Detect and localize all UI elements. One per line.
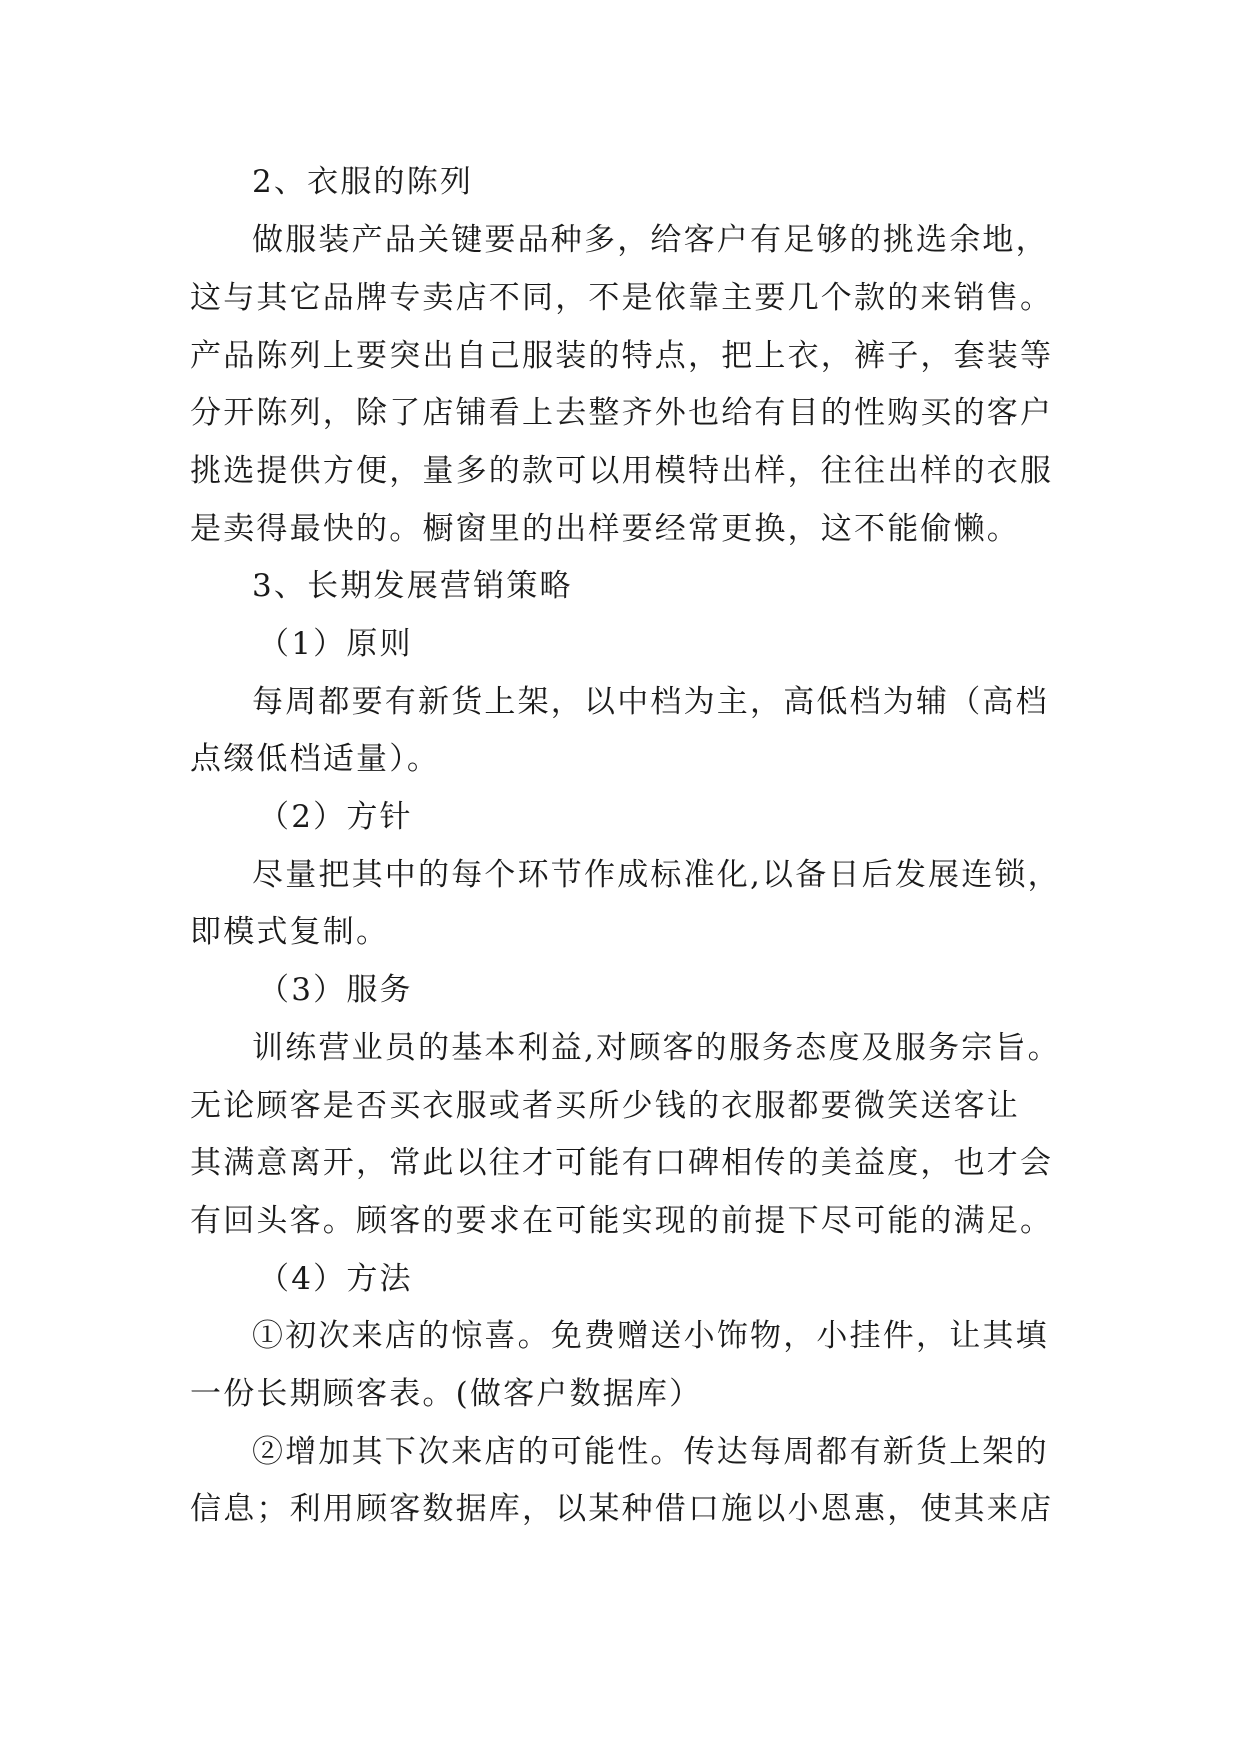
paragraph-line: 这与其它品牌专卖店不同，不是依靠主要几个款的来销售。 bbox=[190, 280, 1054, 316]
subsection-heading: （4）方法 bbox=[258, 1261, 413, 1297]
paragraph-line: 分开陈列，除了店铺看上去整齐外也给有目的性购买的客户 bbox=[190, 395, 1054, 431]
paragraph-line: 有回头客。顾客的要求在可能实现的前提下尽可能的满足。 bbox=[190, 1203, 1054, 1239]
paragraph-line: 即模式复制。 bbox=[190, 914, 390, 950]
paragraph-line: 是卖得最快的。橱窗里的出样要经常更换，这不能偷懒。 bbox=[190, 511, 1020, 547]
paragraph-line: ①初次来店的惊喜。免费赠送小饰物，小挂件，让其填 bbox=[252, 1318, 1049, 1354]
subsection-heading: （1）原则 bbox=[258, 626, 413, 662]
paragraph-line: 尽量把其中的每个环节作成标准化,以备日后发展连锁， bbox=[252, 857, 1061, 893]
paragraph-line: 做服装产品关键要品种多，给客户有足够的挑选余地， bbox=[252, 222, 1049, 258]
paragraph-line: 挑选提供方便，量多的款可以用模特出样，往往出样的衣服 bbox=[190, 453, 1054, 489]
paragraph-line: 产品陈列上要突出自己服装的特点，把上衣，裤子，套装等 bbox=[190, 338, 1054, 374]
paragraph-line: 每周都要有新货上架，以中档为主，高低档为辅（高档 bbox=[252, 684, 1049, 720]
paragraph-line: 其满意离开，常此以往才可能有口碑相传的美益度，也才会 bbox=[190, 1145, 1054, 1181]
paragraph-line: 无论顾客是否买衣服或者买所少钱的衣服都要微笑送客让 bbox=[190, 1088, 1020, 1124]
paragraph-line: 一份长期顾客表。(做客户数据库） bbox=[190, 1376, 703, 1412]
paragraph-line: 训练营业员的基本利益,对顾客的服务态度及服务宗旨。 bbox=[252, 1030, 1061, 1066]
paragraph-line: ②增加其下次来店的可能性。传达每周都有新货上架的 bbox=[252, 1434, 1049, 1470]
subsection-heading: （3）服务 bbox=[258, 972, 413, 1008]
paragraph-line: 信息；利用顾客数据库，以某种借口施以小恩惠，使其来店 bbox=[190, 1491, 1054, 1527]
section-heading: 2、衣服的陈列 bbox=[252, 164, 474, 200]
section-heading: 3、长期发展营销策略 bbox=[252, 568, 573, 604]
subsection-heading: （2）方针 bbox=[258, 799, 413, 835]
paragraph-line: 点缀低档适量）。 bbox=[190, 741, 441, 777]
